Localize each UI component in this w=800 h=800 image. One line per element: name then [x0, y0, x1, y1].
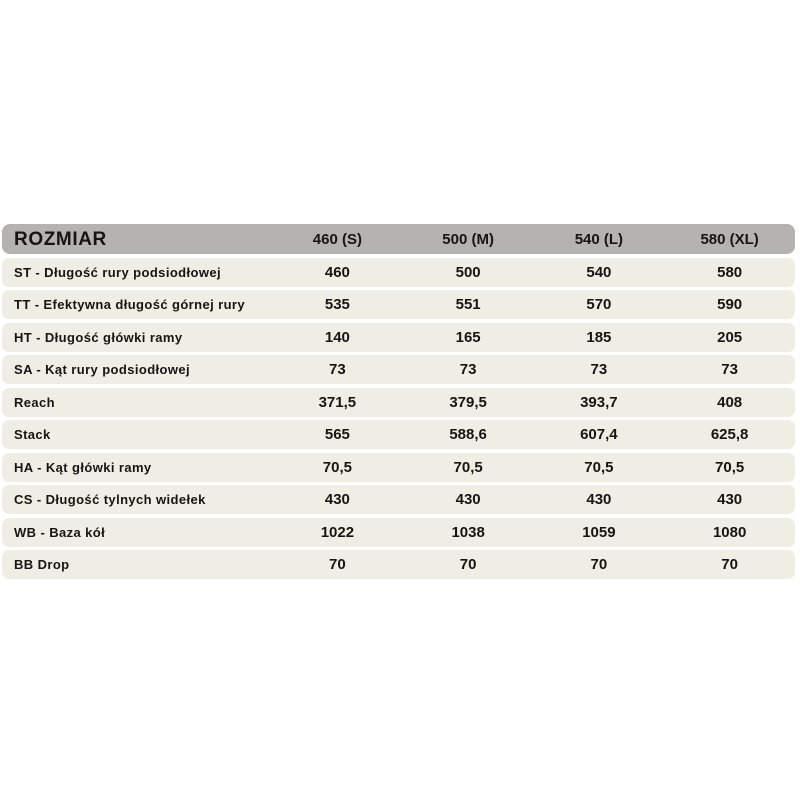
table-row-ht — [2, 323, 795, 352]
row-value: 70,5 — [453, 458, 483, 476]
row-value: 73 — [329, 361, 346, 378]
row-value: 379,5 — [449, 393, 487, 411]
row-value: 535 — [324, 296, 350, 313]
row-value: 625,8 — [710, 426, 749, 443]
row-value: 430 — [455, 491, 481, 508]
row-value: 430 — [324, 491, 350, 508]
bottom-whitespace — [0, 580, 800, 800]
row-label: CS - Długość tylnych widełek — [14, 492, 206, 507]
row-value: 430 — [586, 491, 612, 508]
row-value: 70 — [590, 556, 608, 573]
table-row-cs — [2, 485, 795, 514]
row-value: 185 — [586, 328, 612, 346]
column-header-580xl: 580 (XL) — [700, 230, 759, 248]
table-row-st — [2, 258, 795, 287]
column-header-500m: 500 (M) — [442, 230, 494, 248]
row-value: 371,5 — [318, 393, 357, 411]
row-label: HA - Kąt główki ramy — [14, 459, 152, 475]
row-value: 165 — [455, 328, 481, 346]
row-value: 70 — [329, 556, 346, 573]
column-header-540l: 540 (L) — [574, 230, 624, 248]
row-value: 70,5 — [584, 458, 614, 476]
row-value: 70,5 — [322, 458, 352, 476]
row-value: 430 — [717, 491, 743, 508]
row-value: 500 — [455, 263, 481, 281]
table-row-reach — [2, 388, 795, 417]
row-value: 73 — [590, 361, 608, 378]
table-title: ROZMIAR — [14, 228, 107, 250]
table-row-ha — [2, 453, 795, 482]
row-value: 590 — [717, 296, 743, 313]
top-whitespace — [0, 0, 800, 224]
row-value: 551 — [455, 296, 481, 313]
row-label: TT - Efektywna długość górnej rury — [14, 297, 246, 312]
row-value: 205 — [717, 328, 743, 346]
table-header-row — [2, 224, 795, 254]
geometry-table — [2, 224, 795, 579]
row-value: 70,5 — [715, 458, 745, 476]
column-header-460s: 460 (S) — [312, 230, 362, 248]
table-row-bbdrop — [2, 550, 795, 579]
row-value: 570 — [586, 296, 612, 313]
row-value: 140 — [324, 328, 350, 346]
row-label: BB Drop — [14, 557, 70, 572]
row-value: 1059 — [582, 523, 616, 541]
table-row-stack — [2, 420, 795, 449]
table-row-wb — [2, 518, 795, 547]
row-value: 73 — [459, 361, 477, 378]
row-value: 565 — [324, 426, 350, 443]
row-label: Reach — [14, 394, 56, 410]
row-value: 393,7 — [580, 393, 618, 411]
row-value: 1022 — [320, 523, 355, 541]
row-value: 1038 — [451, 523, 485, 541]
row-value: 588,6 — [449, 426, 487, 443]
row-label: ST - Długość rury podsiodłowej — [14, 264, 222, 280]
row-label: HT - Długość główki ramy — [14, 329, 183, 345]
row-value: 73 — [721, 361, 738, 378]
row-label: WB - Baza kół — [14, 524, 106, 540]
row-value: 540 — [586, 263, 612, 281]
row-value: 70 — [721, 556, 738, 573]
row-value: 70 — [459, 556, 477, 573]
row-value: 1080 — [712, 523, 747, 541]
row-label: Stack — [14, 427, 51, 442]
row-label: SA - Kąt rury podsiodłowej — [14, 362, 191, 377]
table-row-tt — [2, 290, 795, 319]
row-value: 408 — [717, 393, 743, 411]
row-value: 580 — [717, 263, 743, 281]
row-value: 460 — [324, 263, 350, 281]
table-row-sa — [2, 355, 795, 384]
row-value: 607,4 — [580, 426, 618, 443]
